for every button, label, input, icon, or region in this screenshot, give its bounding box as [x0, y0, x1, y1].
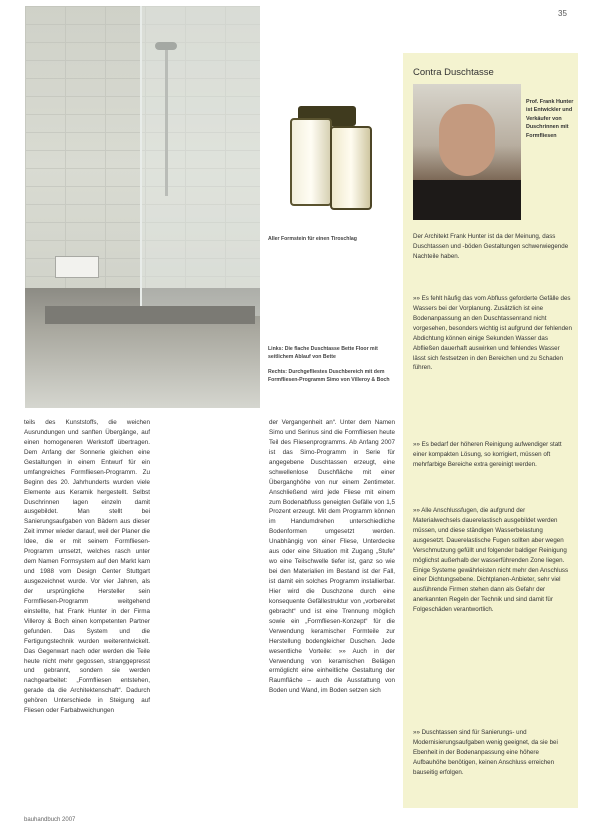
detail-photo: [268, 90, 392, 224]
page-number: 35: [558, 9, 567, 18]
footer-text: bauhandbuch 2007: [24, 817, 76, 823]
sidebar-point-3: »» Alle Anschlussfugen, die aufgrund der Materialwechsels dauerelastisch ausgebildet werden müssen, und diese ständigen Wasserbelastung ausgesetzt. Dauerelastische Fugen sollten aber wegen Verschmutzung gefüllt und folgender baldiger Reinigung möglichst außerhalb der wasserführenden Zone liegen. Einige Systeme gewährleisten nicht mehr den Anschluss einer Dichtungsebene. Dichtplanen-Anbieter, sehr viel ausführende Firmen stehen dann als Gefahr der anerkannten Regeln der Technik und sind damit für Folgeschäden verantwortlich.: [413, 507, 569, 614]
sidebar-point-4: »» Duschtassen sind für Sanierungs- und Modernisierungsaufgaben wenig geeignet, da sie bei Ebenheit in der Bodenanpassung eine höhere Aufbauhöhe benötigen, keinen Anschluss erreichen bauseitig erfolgen.: [413, 729, 558, 776]
portrait-photo: [413, 84, 521, 220]
caption-right: Rechts: Durchgefliestes Duschbereich mit dem Formfliesen-Programm Simo von Villeroy & Boch: [268, 368, 390, 383]
sidebar-title: Contra Duschtasse: [413, 67, 494, 78]
main-caption: [268, 345, 392, 390]
sidebar-intro: Der Architekt Frank Hunter ist da der Meinung, dass Duschtassen und -böden Gestaltungen schwerwiegende Nachteile haben.: [413, 233, 569, 260]
portrait-caption: Prof. Frank Hunter ist Entwickler und Verkäufer von Duschrinnen mit Formfliesen: [526, 99, 574, 139]
body-column-2: [269, 418, 395, 696]
sidebar-point-1: »» Es fehlt häufig das vom Abfluss geforderte Gefälle des Wassers bei der Vorplanung. Zusätzlich ist eine Bodenanpassung an den Duschtassenrand nicht vorgesehen, besonders wichtig ist aufgrund der fehlenden Abdichtung können einige Sekunden Wasser das Abfließen dauerhaft auswirken und fehlendes Wasser lässt sich festsetzen in den Bereichen und zu Schaden führen.: [413, 295, 572, 372]
shower-tray: [45, 306, 255, 324]
portrait-face: [439, 104, 495, 176]
glass-partition: [140, 6, 260, 316]
portrait-shirt: [413, 180, 521, 220]
detail-caption: Aller Formstein für einen Tiroschlag: [268, 236, 357, 242]
caption-left: Links: Die flache Duschtasse Bette Floor mit seitlichem Ablauf von Bette: [268, 346, 378, 361]
body-column-1: [24, 418, 150, 716]
folding-seat: [55, 256, 99, 278]
body-text-1: teils des Kunststoffs, die weichen Ausrundungen und sanften Übergänge, auf einen homogeneren Werkstoff übertragen. Dem Anfang der Sonnerie gleichen eine Gestaltungen in einem Entwurf für ein umfangreiches Formfliesen-Programm. Zu Beginn des 20. Jahrhunderts wurden viele Elemente aus Keramik hergestellt. Selbst Duschrinnen lagen einzeln damit ausgebildet. Man stellt bei Sanierungsaufgaben von Bädern aus dieser Zeit immer wieder darauf, weil der Planer die Idee, die er mit seinem Formfliesen-Programm umsetzt, welches rasch unter dem Namen Formsystem auf den Markt kam und 1988 vom Design Center Stuttgart ausgezeichnet wurde. Vor vier Jahren, als der ursprüngliche Hersteller sein Formfliesen-Programm weitgehend einstellte, hat Frank Hunter in der Firma Villeroy & Boch einen kompetenten Partner gefunden. Das System und die Fertigungstechnik wurden weiterentwickelt. Das Gegenwart nach oder werden die Teile heute nicht mehr gegossen, stranggepresst und gebrannt, sondern sie werden nachgearbeitet: „Formfliesen entstehen, gerade da die Architektenschaft“. Dadurch gehören Unterschiede in Steigung auf Fliesen oder Farbabweichungen: [24, 419, 150, 715]
body-text-2: der Vergangenheit an“. Unter dem Namen Simo und Serinus sind die Formfliesen heute Teil des Fliesenprogramms. Ab Anfang 2007 ist das Simo-Programm in Serie für angegebene Duschtassen erzeugt, eine schwellenlose Duschfläche mit einer Überganghöhe von nur einem Zentimeter. Anschließend wird jede Fliese mit einem zum Bodenabfluss geneigten Gefälle von 1,5 Prozent erzeugt. Mit dem Programm können im Handumdrehen unterschiedliche Bodenformen umgesetzt werden. Unabhängig von einer Fliese, Unterdecke aus oder eine Situation mit Zugang „Stufe“ wo eine Teilschwelle tiefer ist, ganz so wie bei den Materialien im Bestand ist der Fall, ist damit ein solches Programm installierbar. Hier wird die Duschzone durch eine konsequente Gefällestruktur von „vorbereitet gebracht“ und ist eine Trennung möglich sowie ein „Formfliesen-Konzept“ für die Verwendung keramischer Formteile zur Herstellung bodengleicher Duschen. Jede wesentliche Vorteile: »» Auch in der Verwendung von keramischen Belägen ermöglicht eine einheitliche Gestaltung der Raumfläche – auch die Ausstattung von Boden und Wand, im Boden setzen sich: [269, 419, 395, 695]
sidebar-point-2: »» Es bedarf der höheren Reinigung aufwendiger statt einer kompakten Lösung, so korrigiert, müssen oft mehrfarbige Bereiche extra gereinigt werden.: [413, 441, 562, 468]
form-tile-right: [330, 126, 372, 210]
shower-photo: [25, 6, 260, 408]
form-tile-left: [290, 118, 332, 206]
